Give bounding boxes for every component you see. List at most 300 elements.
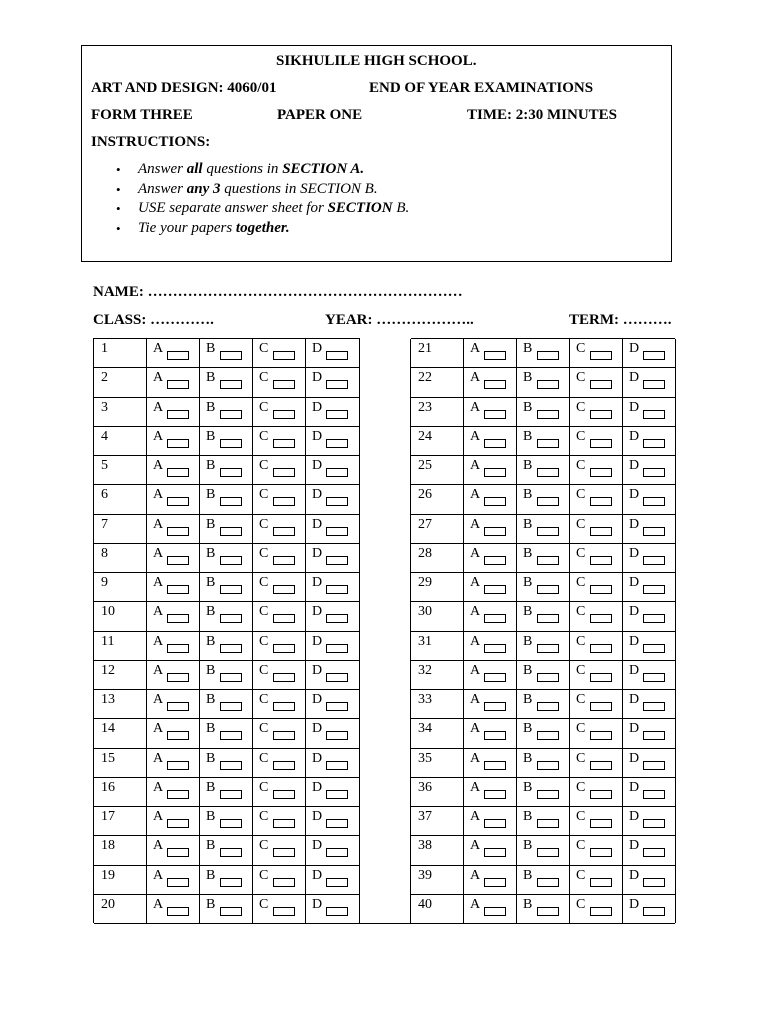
answer-checkbox-c[interactable] xyxy=(273,380,295,389)
answer-checkbox-c[interactable] xyxy=(590,380,612,389)
option-letter-c: C xyxy=(576,516,586,532)
option-letter-d: D xyxy=(629,838,640,854)
option-letter-a: A xyxy=(470,692,481,707)
answer-checkbox-b[interactable] xyxy=(220,556,242,565)
instruction-text: Answer xyxy=(138,161,187,177)
option-letter-c: C xyxy=(576,428,586,444)
answer-checkbox-d[interactable] xyxy=(643,790,665,799)
question-number: 2 xyxy=(101,370,108,386)
option-letter-d: D xyxy=(312,487,323,503)
instruction-text: questions in SECTION B. xyxy=(220,180,378,197)
answer-checkbox-a[interactable] xyxy=(167,673,189,682)
answer-checkbox-a[interactable] xyxy=(484,614,506,623)
answer-checkbox-b[interactable] xyxy=(537,644,559,653)
option-letter-c: C xyxy=(259,779,269,795)
answer-checkbox-a[interactable] xyxy=(484,731,506,740)
option-letter-c: C xyxy=(576,604,586,620)
option-letter-d: D xyxy=(629,692,640,707)
answer-checkbox-c[interactable] xyxy=(590,527,612,536)
answer-checkbox-b[interactable] xyxy=(537,819,559,828)
instruction-item xyxy=(116,199,409,219)
instruction-item xyxy=(116,219,409,239)
answer-checkbox-a[interactable] xyxy=(484,878,506,887)
answer-checkbox-a[interactable] xyxy=(167,907,189,916)
option-letter-b: B xyxy=(206,428,216,444)
option-letter-d: D xyxy=(312,575,323,590)
option-letter-b: B xyxy=(206,370,216,386)
option-letter-d: D xyxy=(312,370,323,386)
question-number: 13 xyxy=(101,692,115,707)
option-letter-b: B xyxy=(206,341,216,356)
answer-checkbox-c[interactable] xyxy=(273,790,295,799)
name-field[interactable]: NAME: ……………………………………………………… xyxy=(93,284,463,300)
option-letter-d: D xyxy=(629,545,640,561)
answer-checkbox-a[interactable] xyxy=(484,702,506,711)
class-field[interactable]: CLASS: …………. xyxy=(93,312,214,328)
answer-checkbox-a[interactable] xyxy=(167,439,189,448)
answer-checkbox-a[interactable] xyxy=(484,410,506,419)
option-letter-b: B xyxy=(206,750,216,766)
option-letter-d: D xyxy=(312,399,323,415)
answer-checkbox-b[interactable] xyxy=(537,761,559,770)
answer-checkbox-d[interactable] xyxy=(326,468,348,477)
answer-checkbox-c[interactable] xyxy=(273,907,295,916)
answer-checkbox-b[interactable] xyxy=(537,673,559,682)
option-letter-a: A xyxy=(153,545,164,561)
answer-checkbox-d[interactable] xyxy=(643,556,665,565)
option-letter-c: C xyxy=(576,809,586,824)
question-number: 37 xyxy=(418,809,432,824)
option-letter-a: A xyxy=(470,516,481,532)
answer-checkbox-b[interactable] xyxy=(220,673,242,682)
answer-checkbox-d[interactable] xyxy=(326,380,348,389)
option-letter-b: B xyxy=(523,867,533,883)
answer-checkbox-b[interactable] xyxy=(220,585,242,594)
option-letter-a: A xyxy=(470,809,481,824)
option-letter-b: B xyxy=(523,721,533,737)
subject-code: ART AND DESIGN: 4060/01 xyxy=(91,80,277,96)
answer-checkbox-d[interactable] xyxy=(643,585,665,594)
answer-checkbox-a[interactable] xyxy=(167,702,189,711)
answer-checkbox-d[interactable] xyxy=(643,878,665,887)
option-letter-d: D xyxy=(629,370,640,386)
question-number: 31 xyxy=(418,633,432,649)
answer-checkbox-b[interactable] xyxy=(537,702,559,711)
answer-checkbox-c[interactable] xyxy=(590,614,612,623)
option-letter-d: D xyxy=(629,458,640,473)
answer-checkbox-a[interactable] xyxy=(167,556,189,565)
option-letter-a: A xyxy=(153,896,164,912)
answer-checkbox-a[interactable] xyxy=(484,497,506,506)
answer-checkbox-c[interactable] xyxy=(590,585,612,594)
answer-checkbox-d[interactable] xyxy=(326,731,348,740)
option-letter-d: D xyxy=(312,604,323,620)
answer-checkbox-c[interactable] xyxy=(590,351,612,360)
option-letter-a: A xyxy=(470,341,481,356)
answer-checkbox-c[interactable] xyxy=(273,468,295,477)
option-letter-d: D xyxy=(629,662,640,678)
grid-column-line xyxy=(675,339,676,923)
answer-checkbox-d[interactable] xyxy=(643,907,665,916)
answer-checkbox-d[interactable] xyxy=(326,527,348,536)
answer-checkbox-b[interactable] xyxy=(220,351,242,360)
option-letter-d: D xyxy=(629,633,640,649)
answer-checkbox-b[interactable] xyxy=(220,790,242,799)
question-number: 17 xyxy=(101,809,115,824)
answer-checkbox-c[interactable] xyxy=(590,907,612,916)
answer-checkbox-d[interactable] xyxy=(326,410,348,419)
answer-checkbox-c[interactable] xyxy=(590,878,612,887)
option-letter-a: A xyxy=(470,721,481,737)
answer-checkbox-b[interactable] xyxy=(220,731,242,740)
answer-checkbox-b[interactable] xyxy=(220,468,242,477)
answer-checkbox-c[interactable] xyxy=(590,761,612,770)
answer-checkbox-d[interactable] xyxy=(326,556,348,565)
answer-checkbox-d[interactable] xyxy=(643,439,665,448)
option-letter-c: C xyxy=(576,399,586,415)
option-letter-d: D xyxy=(629,516,640,532)
answer-checkbox-d[interactable] xyxy=(326,351,348,360)
answer-checkbox-d[interactable] xyxy=(643,380,665,389)
answer-checkbox-b[interactable] xyxy=(537,556,559,565)
answer-checkbox-c[interactable] xyxy=(273,878,295,887)
answer-checkbox-b[interactable] xyxy=(220,907,242,916)
answer-checkbox-b[interactable] xyxy=(537,790,559,799)
answer-checkbox-d[interactable] xyxy=(326,439,348,448)
option-letter-a: A xyxy=(153,721,164,737)
paper-number: PAPER ONE xyxy=(277,107,363,123)
instructions-list xyxy=(116,160,409,239)
answer-checkbox-d[interactable] xyxy=(326,644,348,653)
answer-checkbox-b[interactable] xyxy=(537,878,559,887)
option-letter-d: D xyxy=(629,750,640,766)
answer-checkbox-c[interactable] xyxy=(590,644,612,653)
answer-checkbox-c[interactable] xyxy=(273,556,295,565)
option-letter-b: B xyxy=(523,341,533,356)
question-number: 34 xyxy=(418,721,432,737)
question-number: 30 xyxy=(418,604,432,620)
answer-checkbox-d[interactable] xyxy=(643,644,665,653)
option-letter-c: C xyxy=(259,516,269,532)
option-letter-a: A xyxy=(153,341,164,356)
answer-checkbox-d[interactable] xyxy=(326,907,348,916)
answer-checkbox-a[interactable] xyxy=(167,380,189,389)
answer-checkbox-d[interactable] xyxy=(643,614,665,623)
option-letter-a: A xyxy=(470,779,481,795)
option-letter-d: D xyxy=(629,341,640,356)
answer-checkbox-d[interactable] xyxy=(326,614,348,623)
answer-checkbox-b[interactable] xyxy=(537,410,559,419)
option-letter-b: B xyxy=(523,604,533,620)
answer-checkbox-d[interactable] xyxy=(643,702,665,711)
answer-checkbox-b[interactable] xyxy=(220,497,242,506)
answer-checkbox-c[interactable] xyxy=(273,673,295,682)
question-number: 24 xyxy=(418,428,432,444)
instruction-text: all xyxy=(186,161,203,177)
answer-checkbox-b[interactable] xyxy=(537,848,559,857)
answer-checkbox-d[interactable] xyxy=(643,497,665,506)
option-letter-b: B xyxy=(206,721,216,737)
answer-checkbox-c[interactable] xyxy=(273,351,295,360)
answer-checkbox-d[interactable] xyxy=(326,878,348,887)
option-letter-c: C xyxy=(259,867,269,883)
option-letter-a: A xyxy=(470,662,481,678)
option-letter-b: B xyxy=(206,896,216,912)
answer-checkbox-c[interactable] xyxy=(273,527,295,536)
option-letter-d: D xyxy=(312,428,323,444)
option-letter-d: D xyxy=(312,779,323,795)
answer-checkbox-c[interactable] xyxy=(590,790,612,799)
question-number: 3 xyxy=(101,399,108,415)
option-letter-b: B xyxy=(523,809,533,824)
option-letter-c: C xyxy=(576,370,586,386)
option-letter-b: B xyxy=(523,516,533,532)
answer-checkbox-c[interactable] xyxy=(273,439,295,448)
answer-checkbox-c[interactable] xyxy=(273,731,295,740)
answer-checkbox-b[interactable] xyxy=(537,527,559,536)
question-number: 39 xyxy=(418,867,432,883)
answer-checkbox-a[interactable] xyxy=(484,468,506,477)
answer-checkbox-a[interactable] xyxy=(167,585,189,594)
answer-checkbox-a[interactable] xyxy=(167,848,189,857)
answer-checkbox-d[interactable] xyxy=(643,819,665,828)
answer-checkbox-b[interactable] xyxy=(220,878,242,887)
answer-checkbox-a[interactable] xyxy=(484,761,506,770)
answer-checkbox-d[interactable] xyxy=(643,848,665,857)
answer-checkbox-d[interactable] xyxy=(643,761,665,770)
option-letter-a: A xyxy=(470,604,481,620)
option-letter-d: D xyxy=(312,662,323,678)
answer-checkbox-d[interactable] xyxy=(326,497,348,506)
option-letter-a: A xyxy=(470,428,481,444)
answer-checkbox-a[interactable] xyxy=(484,556,506,565)
option-letter-a: A xyxy=(470,867,481,883)
option-letter-a: A xyxy=(153,750,164,766)
answer-checkbox-c[interactable] xyxy=(273,497,295,506)
option-letter-b: B xyxy=(523,633,533,649)
answer-checkbox-d[interactable] xyxy=(643,468,665,477)
answer-checkbox-c[interactable] xyxy=(273,585,295,594)
answer-checkbox-c[interactable] xyxy=(273,410,295,419)
answer-checkbox-a[interactable] xyxy=(484,907,506,916)
answer-checkbox-c[interactable] xyxy=(590,731,612,740)
option-letter-a: A xyxy=(153,516,164,532)
answer-checkbox-a[interactable] xyxy=(167,614,189,623)
answer-checkbox-c[interactable] xyxy=(590,556,612,565)
term-field[interactable]: TERM: ………. xyxy=(569,312,672,328)
answer-checkbox-b[interactable] xyxy=(537,614,559,623)
answer-checkbox-b[interactable] xyxy=(220,761,242,770)
answer-checkbox-a[interactable] xyxy=(167,468,189,477)
option-letter-a: A xyxy=(153,633,164,649)
bullet-icon: • xyxy=(116,221,121,237)
answer-checkbox-d[interactable] xyxy=(326,819,348,828)
answer-checkbox-b[interactable] xyxy=(220,439,242,448)
option-letter-b: B xyxy=(523,399,533,415)
answer-checkbox-d[interactable] xyxy=(643,351,665,360)
option-letter-d: D xyxy=(312,341,323,356)
answer-checkbox-a[interactable] xyxy=(167,644,189,653)
question-number: 26 xyxy=(418,487,432,503)
answer-checkbox-a[interactable] xyxy=(167,497,189,506)
instruction-text: Answer xyxy=(138,180,187,197)
school-name: SIKHULILE HIGH SCHOOL. xyxy=(276,53,477,69)
option-letter-a: A xyxy=(153,692,164,707)
answer-checkbox-b[interactable] xyxy=(537,351,559,360)
answer-checkbox-a[interactable] xyxy=(167,761,189,770)
form-level: FORM THREE xyxy=(91,107,193,123)
answer-checkbox-a[interactable] xyxy=(484,819,506,828)
answer-checkbox-b[interactable] xyxy=(537,907,559,916)
answer-checkbox-c[interactable] xyxy=(273,761,295,770)
option-letter-d: D xyxy=(629,721,640,737)
question-number: 11 xyxy=(101,633,115,649)
option-letter-a: A xyxy=(470,487,481,503)
answer-checkbox-b[interactable] xyxy=(537,380,559,389)
answer-checkbox-c[interactable] xyxy=(273,702,295,711)
option-letter-b: B xyxy=(206,604,216,620)
answer-checkbox-a[interactable] xyxy=(484,673,506,682)
answer-checkbox-d[interactable] xyxy=(643,527,665,536)
option-letter-c: C xyxy=(259,575,269,590)
question-number: 23 xyxy=(418,399,432,415)
option-letter-c: C xyxy=(259,399,269,415)
answer-checkbox-c[interactable] xyxy=(590,410,612,419)
option-letter-d: D xyxy=(312,545,323,561)
option-letter-a: A xyxy=(153,458,164,473)
answer-checkbox-d[interactable] xyxy=(643,673,665,682)
answer-checkbox-b[interactable] xyxy=(220,410,242,419)
option-letter-a: A xyxy=(153,604,164,620)
exam-title: END OF YEAR EXAMINATIONS xyxy=(369,80,594,96)
question-number: 4 xyxy=(101,428,108,444)
answer-checkbox-d[interactable] xyxy=(326,790,348,799)
answer-checkbox-d[interactable] xyxy=(326,761,348,770)
answer-checkbox-c[interactable] xyxy=(590,702,612,711)
year-field[interactable]: YEAR: ……………….. xyxy=(325,312,474,328)
option-letter-b: B xyxy=(523,487,533,503)
option-letter-c: C xyxy=(259,809,269,824)
answer-checkbox-b[interactable] xyxy=(537,439,559,448)
answer-checkbox-b[interactable] xyxy=(220,848,242,857)
question-number: 25 xyxy=(418,458,432,473)
answer-checkbox-d[interactable] xyxy=(326,702,348,711)
option-letter-c: C xyxy=(576,545,586,561)
option-letter-b: B xyxy=(206,809,216,824)
answer-checkbox-a[interactable] xyxy=(484,351,506,360)
option-letter-d: D xyxy=(312,692,323,707)
answer-checkbox-c[interactable] xyxy=(590,497,612,506)
option-letter-c: C xyxy=(576,458,586,473)
option-letter-c: C xyxy=(576,341,586,356)
option-letter-a: A xyxy=(470,575,481,590)
question-number: 19 xyxy=(101,867,115,883)
answer-checkbox-b[interactable] xyxy=(220,819,242,828)
option-letter-c: C xyxy=(259,750,269,766)
answer-checkbox-a[interactable] xyxy=(167,351,189,360)
answer-checkbox-c[interactable] xyxy=(273,644,295,653)
option-letter-c: C xyxy=(259,341,269,356)
answer-checkbox-d[interactable] xyxy=(326,585,348,594)
option-letter-a: A xyxy=(153,779,164,795)
answer-checkbox-b[interactable] xyxy=(537,585,559,594)
answer-checkbox-b[interactable] xyxy=(220,380,242,389)
option-letter-b: B xyxy=(206,399,216,415)
answer-checkbox-d[interactable] xyxy=(643,731,665,740)
option-letter-b: B xyxy=(206,662,216,678)
answer-checkbox-c[interactable] xyxy=(590,673,612,682)
answer-checkbox-a[interactable] xyxy=(484,644,506,653)
answer-checkbox-a[interactable] xyxy=(167,731,189,740)
answer-checkbox-c[interactable] xyxy=(590,439,612,448)
option-letter-c: C xyxy=(259,633,269,649)
answer-checkbox-d[interactable] xyxy=(643,410,665,419)
option-letter-a: A xyxy=(470,750,481,766)
answer-checkbox-a[interactable] xyxy=(167,410,189,419)
answer-checkbox-a[interactable] xyxy=(167,819,189,828)
question-number: 40 xyxy=(418,896,432,912)
question-number: 29 xyxy=(418,575,432,590)
option-letter-b: B xyxy=(206,779,216,795)
option-letter-c: C xyxy=(259,370,269,386)
answer-checkbox-a[interactable] xyxy=(167,790,189,799)
question-number: 32 xyxy=(418,662,432,678)
option-letter-d: D xyxy=(629,428,640,444)
option-letter-d: D xyxy=(629,399,640,415)
grid-gap xyxy=(360,338,411,923)
option-letter-d: D xyxy=(312,721,323,737)
option-letter-c: C xyxy=(576,487,586,503)
answer-checkbox-c[interactable] xyxy=(273,819,295,828)
option-letter-a: A xyxy=(153,399,164,415)
answer-checkbox-b[interactable] xyxy=(220,644,242,653)
option-letter-b: B xyxy=(206,487,216,503)
answer-checkbox-b[interactable] xyxy=(537,468,559,477)
option-letter-b: B xyxy=(523,662,533,678)
answer-checkbox-c[interactable] xyxy=(590,468,612,477)
option-letter-a: A xyxy=(470,838,481,854)
answer-checkbox-c[interactable] xyxy=(273,848,295,857)
answer-checkbox-b[interactable] xyxy=(220,527,242,536)
answer-checkbox-a[interactable] xyxy=(167,527,189,536)
option-letter-b: B xyxy=(206,545,216,561)
answer-checkbox-c[interactable] xyxy=(273,614,295,623)
option-letter-a: A xyxy=(470,370,481,386)
option-letter-b: B xyxy=(206,633,216,649)
answer-checkbox-b[interactable] xyxy=(220,614,242,623)
answer-checkbox-a[interactable] xyxy=(484,848,506,857)
answer-checkbox-a[interactable] xyxy=(167,878,189,887)
answer-checkbox-b[interactable] xyxy=(220,702,242,711)
question-number: 28 xyxy=(418,545,432,561)
answer-checkbox-a[interactable] xyxy=(484,790,506,799)
answer-checkbox-c[interactable] xyxy=(590,819,612,828)
answer-checkbox-b[interactable] xyxy=(537,497,559,506)
answer-checkbox-b[interactable] xyxy=(537,731,559,740)
answer-checkbox-a[interactable] xyxy=(484,439,506,448)
answer-checkbox-a[interactable] xyxy=(484,380,506,389)
instruction-text: together. xyxy=(235,220,290,237)
answer-checkbox-a[interactable] xyxy=(484,585,506,594)
answer-checkbox-a[interactable] xyxy=(484,527,506,536)
question-number: 1 xyxy=(101,341,108,356)
question-number: 33 xyxy=(418,692,432,707)
question-number: 35 xyxy=(418,750,432,766)
answer-checkbox-c[interactable] xyxy=(590,848,612,857)
option-letter-d: D xyxy=(312,750,323,766)
answer-checkbox-d[interactable] xyxy=(326,848,348,857)
answer-checkbox-d[interactable] xyxy=(326,673,348,682)
